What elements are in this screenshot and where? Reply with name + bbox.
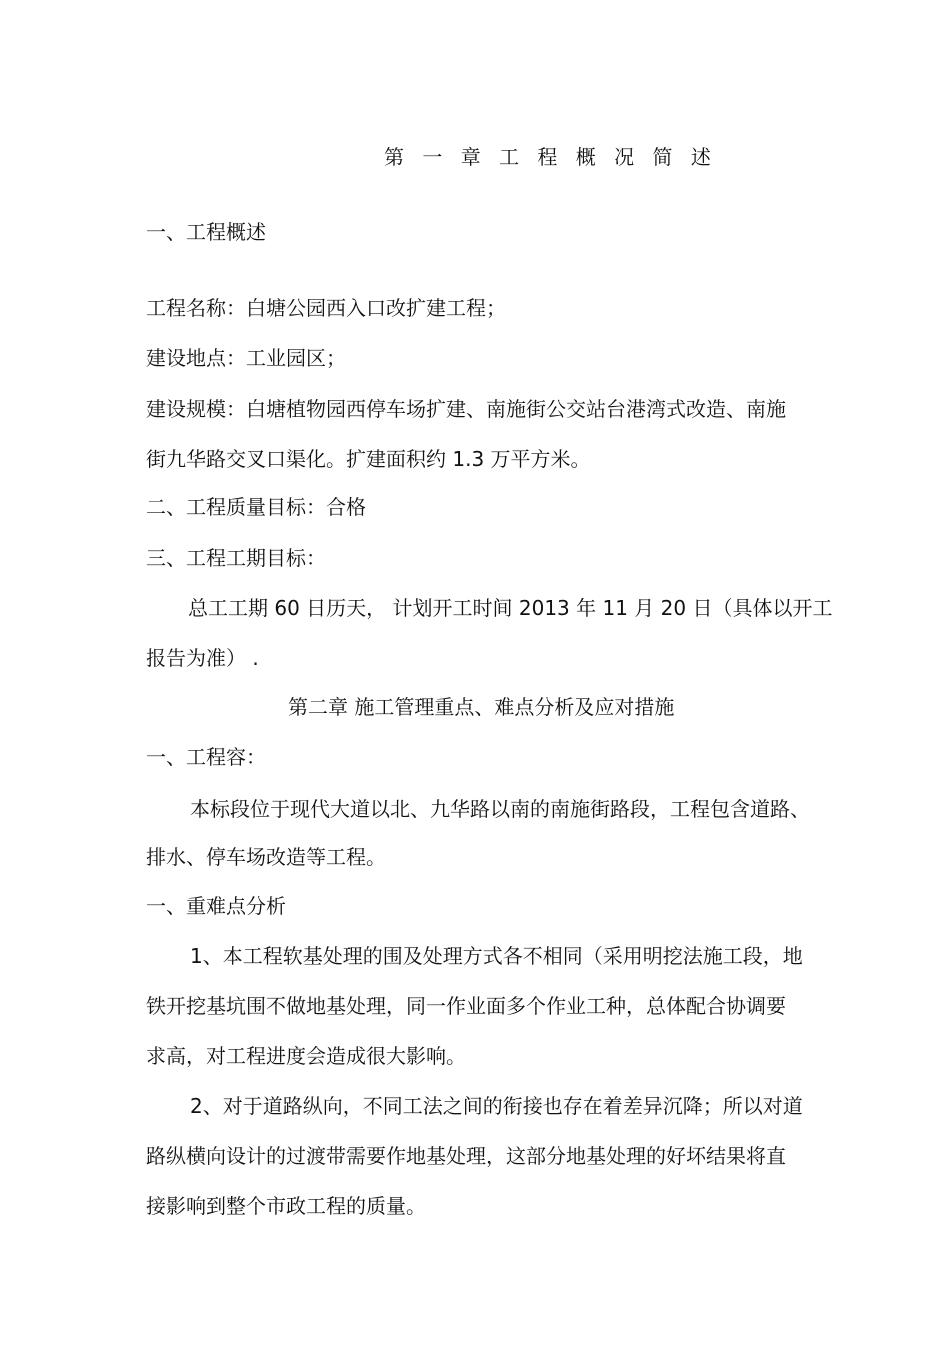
project-scale-line-2: 街九华路交叉口渠化。扩建面积约 1.3 万平方米。 [146, 447, 591, 471]
chapter-1-title: 第 一 章 工 程 概 况 简 述 [384, 145, 717, 169]
quality-goal-line: 二、工程质量目标：合格 [146, 495, 366, 519]
chapter-2-title: 第二章 施工管理重点、难点分析及应对措施 [288, 695, 675, 719]
project-scale-line-1: 建设规模：白塘植物园西停车场扩建、南施街公交站台港湾式改造、南施 [146, 397, 786, 421]
difficulty-point-1-line-2: 铁开挖基坑围不做地基处理，同一作业面多个作业工种，总体配合协调要 [146, 994, 786, 1018]
difficulty-point-2-line-1: 2、对于道路纵向，不同工法之间的衔接也存在着差异沉降；所以对道 [190, 1094, 803, 1118]
scope-line-2: 排水、停车场改造等工程。 [146, 845, 386, 869]
schedule-detail-line-1: 总工工期 60 日历天， 计划开工时间 2013 年 11 月 20 日（具体以开工 [188, 596, 833, 620]
schedule-goal-heading: 三、工程工期目标： [146, 546, 326, 570]
difficulty-point-2-line-2: 路纵横向设计的过渡带需要作地基处理，这部分地基处理的好坏结果将直 [146, 1144, 786, 1168]
schedule-detail-line-2: 报告为准） . [146, 646, 259, 670]
scope-line-1: 本标段位于现代大道以北、九华路以南的南施街路段，工程包含道路、 [190, 797, 810, 821]
project-location-line: 建设地点：工业园区； [146, 346, 346, 370]
difficulty-point-2-line-3: 接影响到整个市政工程的质量。 [146, 1194, 426, 1218]
difficulty-point-1-line-1: 1、本工程软基处理的围及处理方式各不相同（采用明挖法施工段，地 [190, 944, 803, 968]
project-name-line: 工程名称：白塘公园西入口改扩建工程； [146, 296, 506, 320]
section-overview-heading: 一、工程概述 [146, 220, 266, 244]
difficulty-heading: 一、重难点分析 [146, 894, 286, 918]
difficulty-point-1-line-3: 求高，对工程进度会造成很大影响。 [146, 1044, 466, 1068]
scope-heading: 一、工程容： [146, 745, 266, 769]
